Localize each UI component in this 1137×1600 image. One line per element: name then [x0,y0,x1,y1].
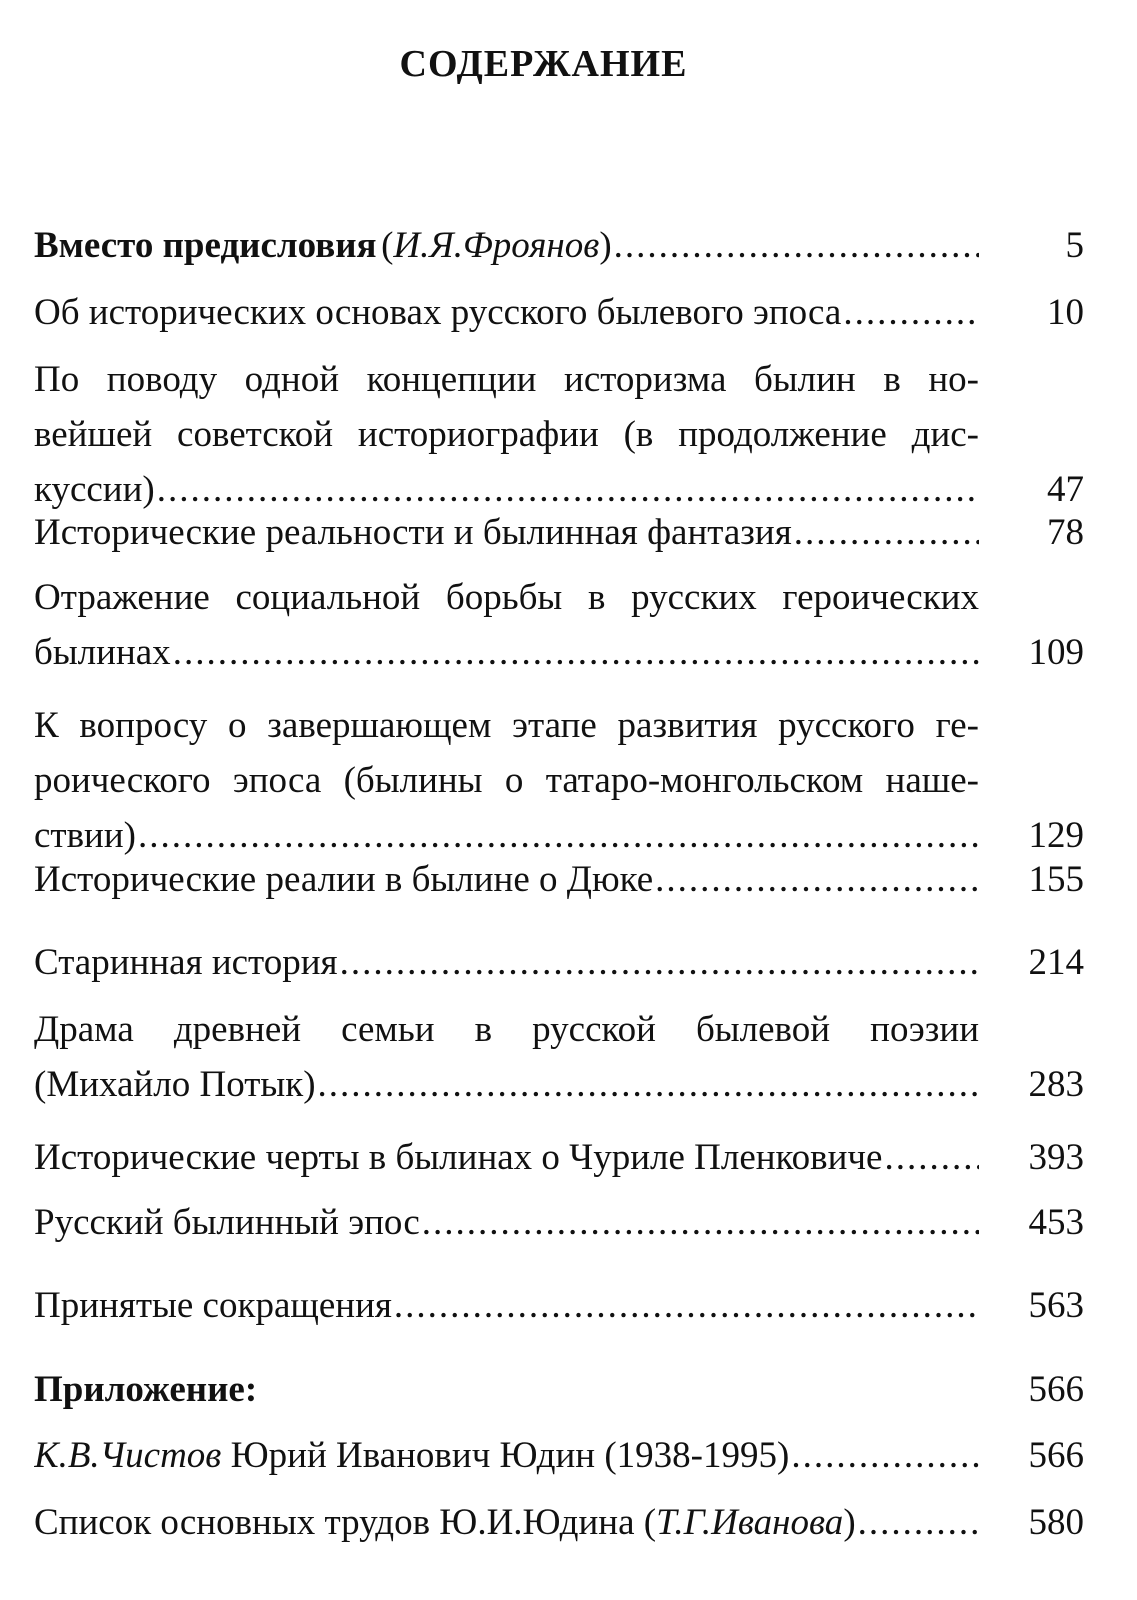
dot-leader [884,1130,979,1185]
entry-title-line: былинах [34,632,171,673]
page-number: 10 [1047,292,1084,333]
toc-entry[interactable] [34,698,1084,863]
page-number: 78 [1047,512,1084,553]
dot-leader [173,625,979,680]
page-number: 283 [1028,1064,1084,1105]
toc-entry[interactable] [34,570,1084,680]
dot-leader [614,218,979,273]
page-number: 214 [1028,942,1084,983]
dot-leader [318,1057,979,1112]
entry-title-line: куссии) [34,469,155,510]
toc-entry[interactable] [34,1002,1084,1112]
entry-title: Старинная история [34,942,338,983]
entry-title-line: Драма древней семьи в русской былевой поэзии [34,1009,979,1050]
entry-title-line: ствии) [34,815,136,856]
page-number: 393 [1028,1137,1084,1178]
toc-entry[interactable] [34,935,1084,990]
page-number: 155 [1028,859,1084,900]
dot-leader [422,1195,979,1250]
entry-author: Т.Г.Иванова [656,1502,844,1543]
entry-title: Список основных трудов Ю.И.Юдина ( [34,1502,657,1543]
toc-entry[interactable] [34,1428,1084,1483]
toc-entry[interactable] [34,1195,1084,1250]
appendix-heading: Приложение: [34,1369,258,1410]
entry-author: И.Я.Фроянов [393,225,600,266]
page-number: 109 [1028,632,1084,673]
entry-title: Юрий Иванович Юдин (1938-1995) [221,1435,790,1476]
entry-author: К.В.Чистов [34,1435,222,1476]
entry-title: Принятые сокращения [34,1285,392,1326]
page-number: 566 [1028,1369,1084,1410]
page-number: 5 [1065,225,1084,266]
entry-title: Об исторических основах русского былевого эпоса [34,292,842,333]
toc-entry[interactable] [34,852,1084,907]
page-number: 563 [1028,1285,1084,1326]
toc-entry[interactable] [34,1130,1084,1185]
dot-leader [858,1495,979,1550]
page-number: 566 [1028,1435,1084,1476]
page-number: 453 [1028,1202,1084,1243]
entry-title: Исторические реалии в былине о Дюке [34,859,654,900]
toc-entry[interactable] [34,285,1084,340]
entry-title-line: вейшей советской историографии (в продолжение дис- [34,414,979,455]
dot-leader [340,935,979,990]
dot-leader [794,505,979,560]
entry-title: Вместо предисловия [34,225,377,266]
page-number: 47 [1047,469,1084,510]
entry-title-line: Отражение социальной борьбы в русских героических [34,577,979,618]
entry-title: Русский былинный эпос [34,1202,420,1243]
toc-entry[interactable]: Вместо предисловия ( И.Я.Фроянов ) ..... 5 [34,218,1084,273]
dot-leader [843,285,979,340]
entry-title-line: К вопросу о завершающем этапе развития русского ге- [34,705,979,746]
dot-leader [394,1278,979,1333]
toc-entry[interactable] [34,352,1084,517]
page-number: 129 [1028,815,1084,856]
page-number: 580 [1028,1502,1084,1543]
entry-title-line: По поводу одной концепции историзма былин в но- [34,359,979,400]
dot-leader [791,1428,979,1483]
toc-entry[interactable]: Список основных трудов Ю.И.Юдина ( Т.Г.Иванова ) ..... 580 [34,1495,1084,1550]
page-title: СОДЕРЖАНИЕ [399,43,688,85]
entry-title: Исторические черты в былинах о Чуриле Пленковиче [34,1137,883,1178]
entry-title: Исторические реальности и былинная фантазия [34,512,792,553]
entry-title-line: (Михайло Потык) [34,1064,316,1105]
toc-entry[interactable] [34,505,1084,560]
entry-title-line: роического эпоса (былины о татаро-монгольском наше- [34,760,979,801]
dot-leader [655,852,979,907]
toc-section-heading[interactable] [34,1362,1084,1417]
toc-entry[interactable] [34,1278,1084,1333]
